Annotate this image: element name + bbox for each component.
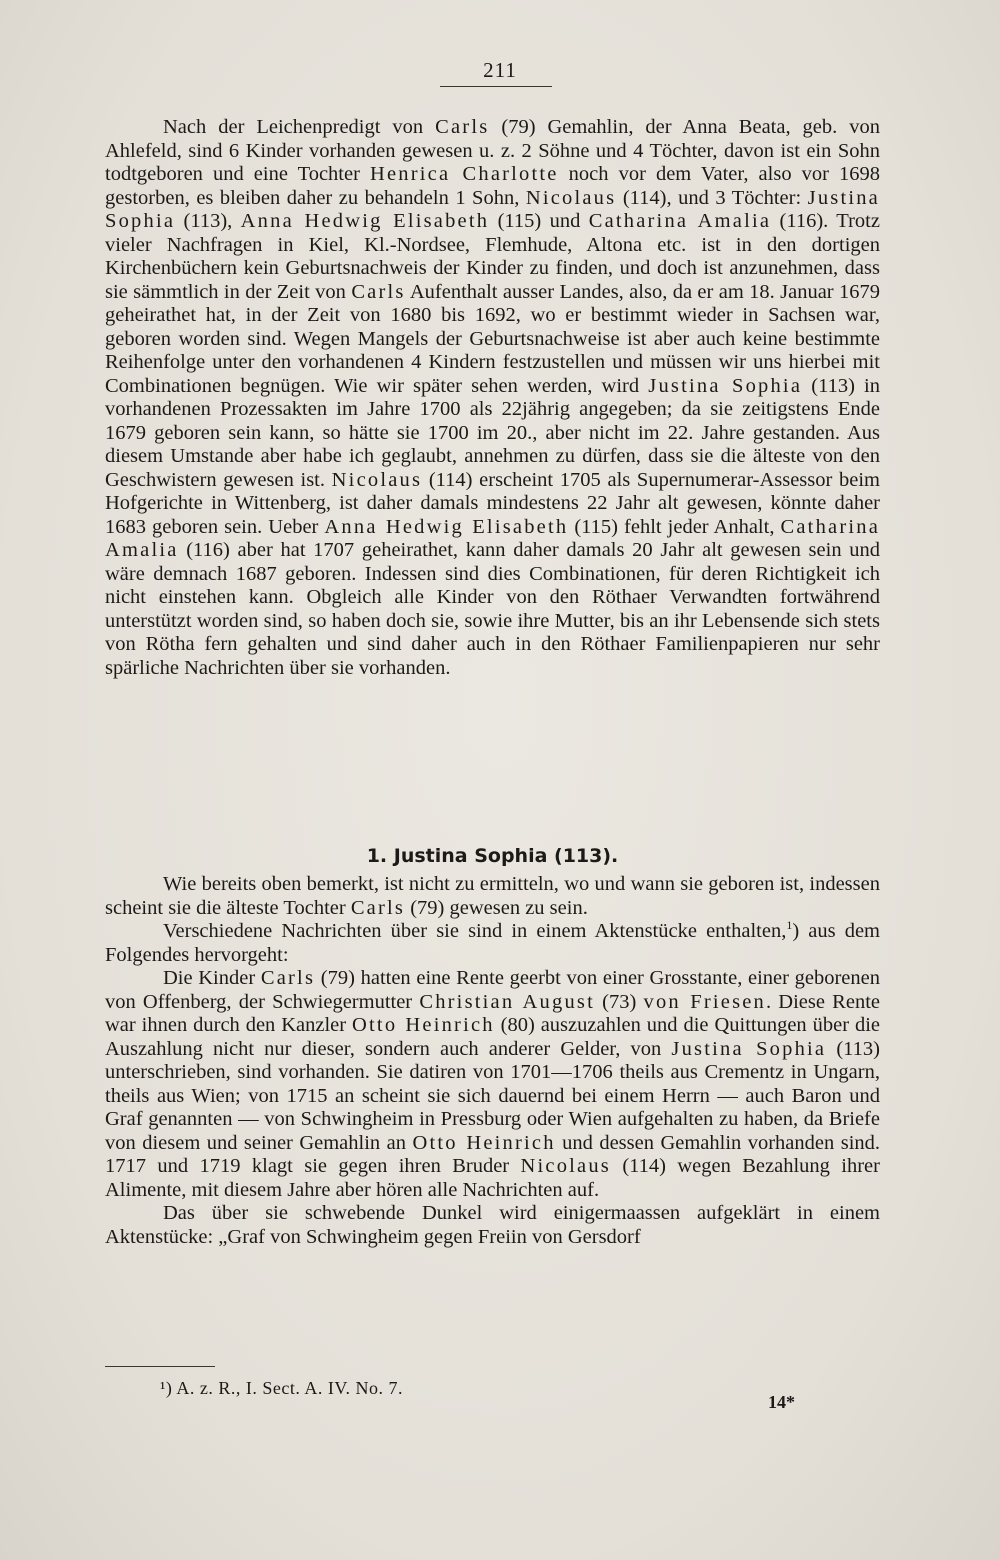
text-run: Das über sie schwebende Dunkel wird einigermaassen aufgeklärt in einem Aktenstücke: „Graf von Schwingheim gegen Freiin von Gersdorf [105, 1202, 880, 1248]
paragraph [105, 967, 880, 1202]
text-run: Wie bereits oben bemerkt, ist nicht zu ermitteln, wo und wann sie geboren ist, indessen scheint sie die älteste Tochter [105, 873, 880, 919]
text-run: (113), [175, 210, 241, 232]
signature-mark: 14* [768, 1392, 795, 1412]
text-run: noch vor dem Vater, also vor 1698 gestorben, es bleiben daher zu behandeln 1 Sohn, [105, 163, 881, 209]
text-run: (80) auszuzahlen und die Quittungen über die Auszahlung nicht nur dieser, sondern auch anderer Gelder, von [105, 1014, 880, 1060]
text-run: (79) hatten eine Rente geerbt von einer Grosstante, einer geborenen von Offenberg, der Schwiegermutter [105, 967, 880, 1013]
text-run: (79) Gemahlin, der Anna Beata, geb. von Ahlefeld, sind 6 Kinder vorhanden gewesen u. z. 2 Söhne und 4 Töchter, davon ist ein Sohn todtgeboren und eine Tochter [105, 116, 880, 185]
text-run: Die Kinder [163, 967, 261, 989]
spaced-name: Carls [435, 116, 490, 138]
paragraph [105, 873, 880, 920]
text-run: (114) erscheint 1705 als Supernumerar-Assessor beim Hofgerichte in Wittenberg, ist daher damals mindestens 22 Jahr alt gewesen, könnte daher 1683 geboren sein. Ueber [105, 468, 881, 538]
text-run: (73) [594, 990, 644, 1013]
text-run: . Diese Rente war ihnen durch den Kanzler [105, 990, 880, 1036]
spaced-name: Nicolaus [525, 186, 617, 209]
spaced-name: Nicolaus [520, 1155, 611, 1177]
page-number: 211 [483, 58, 517, 82]
spaced-name: Justina Sophia [648, 374, 803, 397]
footnote-rule [105, 1366, 215, 1367]
paragraph [105, 920, 880, 967]
text-run: Aufenthalt ausser Landes, also, da er am 18. Januar 1679 geheirathet hat, in der Zeit von 1680 bis 1692, wo er bestimmt wieder in Sachsen war, geboren worden sind. Wegen Mangels der Geburtsnachweise ist aber auch keine bestimmte Reihenfolge unter den vorhandenen 4 Kindern festzustellen und müssen wir uns hierbei mit Combinationen begnügen. Wie wir später sehen werden, wird [105, 280, 881, 397]
spaced-name: Otto Heinrich [412, 1131, 556, 1154]
text-run: ) aus dem Folgendes hervorgeht: [105, 920, 880, 966]
spaced-name: Otto Heinrich [352, 1014, 495, 1036]
paragraph [105, 1202, 880, 1249]
spaced-name: Christian August [419, 990, 595, 1013]
spaced-name: Anna Hedwig Elisabeth [324, 515, 569, 538]
text-run: Nach der Leichenpredigt von [163, 116, 436, 138]
text-run: (116) aber hat 1707 geheirathet, kann daher damals 20 Jahr alt gewesen sein und wäre demnach 1687 geboren. Indessen sind dies Combinationen, für deren Richtigkeit ich nicht einstehen kann. Obgleich alle Kinder von den Röthaer Verwandten fortwährend unterstützt worden sind, so haben doch sie, sowie ihre Mutter, bis an ihr Lebensende sich stets von Rötha fern gehalten und sind daher auch in den Röthaer Familienpapieren nur sehr spärliche Nachrichten über sie vorhanden. [105, 539, 880, 679]
section-heading: 1. Justina Sophia (113). [366, 845, 619, 867]
paragraph [105, 116, 880, 680]
spaced-name: Carls [260, 967, 316, 989]
text-run: (79) gewesen zu sein. [405, 896, 588, 919]
spaced-name: Carls [350, 896, 406, 919]
page-number-rule [440, 86, 552, 87]
text-run: (114), und 3 Töchter: [616, 186, 808, 209]
spaced-name: Carls [351, 280, 406, 303]
footnote-marker: 1 [786, 918, 793, 933]
text-run: (113) unterschrieben, sind vorhanden. Sie datiren von 1701—1706 theils aus Crementz in Ungarn, theils aus Wien; von 1715 an scheint sie sich dauernd bei einem Herrn — auch Baron und Graf genannten — von Schwingheim in Pressburg oder Wien aufgehalten zu haben, da Briefe von diesem und seiner Gemahlin an [105, 1037, 880, 1154]
spaced-name: Henrica Charlotte [369, 163, 559, 185]
text-run: (116). Trotz vieler Nachfragen in Kiel, Kl.-Nordsee, Flemhude, Altona etc. ist in den dortigen Kirchenbüchern kein Geburtsnachweis der Kinder zu finden, und doch ist anzunehmen, dass sie sämmtlich in der Zeit von [105, 210, 880, 303]
text-run: (113) in vorhandenen Prozessakten im Jahre 1700 als 22jährig angegeben; da sie zeitigstens Ende 1679 geboren sein kann, so hätte sie 1700 im 20., aber nicht im 22. Jahre gestanden. Aus diesem Umstande aber habe ich geglaubt, annehmen zu dürfen, dass sie die älteste von den Geschwistern gewesen ist. [105, 374, 880, 491]
text-run: (114) wegen Bezahlung ihrer Alimente, mit diesem Jahre aber hören alle Nachrichten auf. [105, 1155, 880, 1201]
footnote: ¹) A. z. R., I. Sect. A. IV. No. 7. [160, 1378, 404, 1398]
spaced-name: Justina Sophia [671, 1037, 827, 1060]
spaced-name: Catharina Amalia [588, 210, 772, 232]
body-text-upper [105, 116, 880, 680]
spaced-name: Nicolaus [331, 468, 423, 491]
spaced-name: Catharina Amalia [105, 515, 880, 561]
spaced-name: Anna Hedwig Elisabeth [240, 210, 490, 232]
text-run: (115) und [489, 210, 589, 232]
body-text-lower [105, 873, 880, 1249]
text-run: Verschiedene Nachrichten über sie sind in einem Aktenstücke enthalten, [163, 920, 787, 942]
spaced-name: Justina Sophia [105, 186, 880, 232]
text-run: und dessen Gemahlin vorhanden sind. 1717 und 1719 klagt sie gegen ihren Bruder [105, 1131, 881, 1177]
text-run: (115) fehlt jeder Anhalt, [568, 515, 781, 538]
spaced-name: von Friesen [643, 990, 766, 1013]
